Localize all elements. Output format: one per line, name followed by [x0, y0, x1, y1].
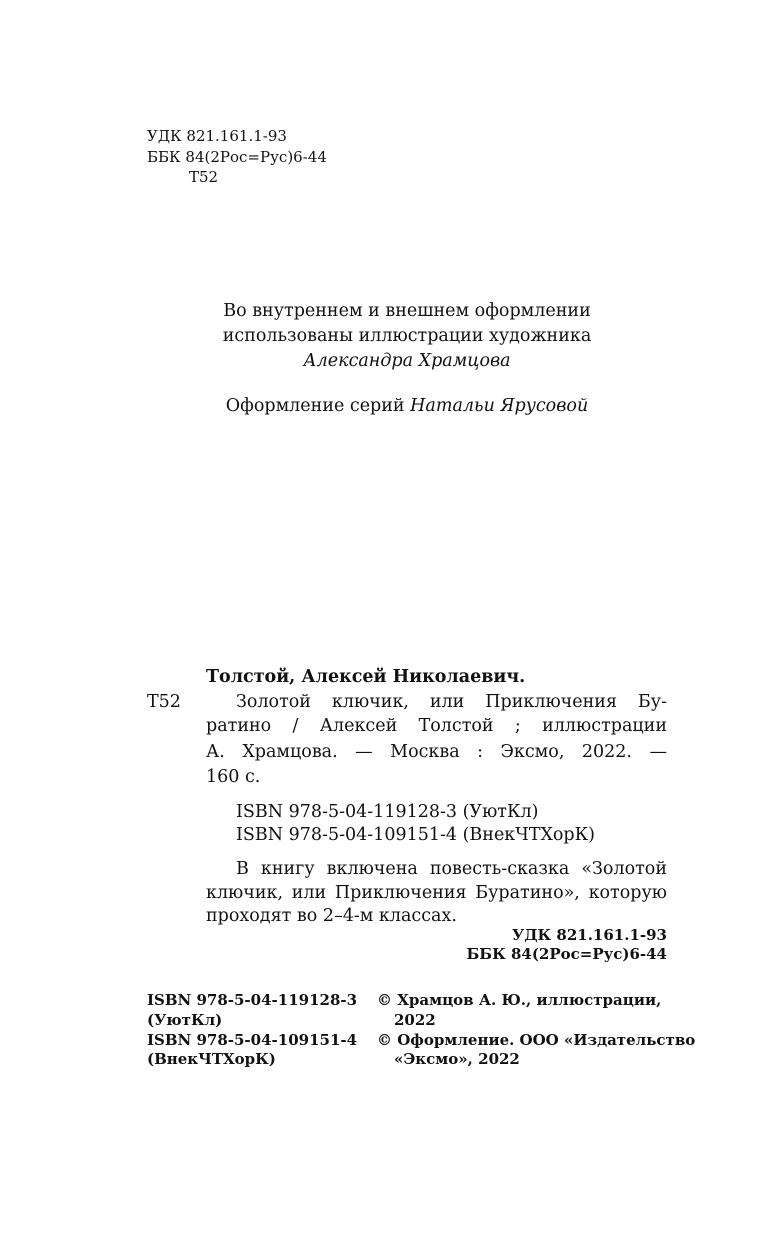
catalog-annotation-line2: ключик, или Приключения Буратино», которую — [206, 883, 667, 903]
catalog-desc-line1: Золотой ключик, или Приключения Бу- — [236, 692, 667, 712]
catalog-code: Т52 — [147, 692, 181, 712]
footer-isbn2-line1: ISBN 978-5-04-109151-4 — [147, 1031, 358, 1049]
footer-isbn1-line1: ISBN 978-5-04-119128-3 — [147, 991, 358, 1009]
header-bbk: ББК 84(2Рос=Рус)6-44 — [147, 148, 327, 166]
header-udk: УДК 821.161.1-93 — [147, 127, 287, 145]
credits-line2: использованы иллюстрации художника — [222, 326, 592, 346]
series-designer: Натальи Ярусовой — [410, 396, 589, 416]
catalog-author: Толстой, Алексей Николаевич. — [206, 667, 526, 687]
series-prefix: Оформление серий — [225, 396, 405, 416]
catalog-udk: УДК 821.161.1-93 — [512, 926, 667, 944]
header-code: Т52 — [189, 168, 219, 186]
catalog-annotation-line1: В книгу включена повесть-сказка «Золотой — [236, 859, 667, 879]
footer-copyright1-line2: 2022 — [394, 1011, 436, 1029]
footer-copyright1-line1: © Храмцов А. Ю., иллюстрации, — [377, 991, 662, 1009]
catalog-bbk: ББК 84(2Рос=Рус)6-44 — [466, 945, 667, 963]
credits-line1: Во внутреннем и внешнем оформлении — [223, 301, 591, 321]
footer-copyright2-line1: © Оформление. ООО «Издательство — [377, 1031, 696, 1049]
catalog-desc-line3: А. Храмцова. — Москва : Эксмо, 2022. — — [206, 742, 667, 762]
catalog-desc-line2: ратино / Алексей Толстой ; иллюстрации — [206, 716, 667, 736]
footer-isbn2-line2: (ВнекЧТХорК) — [147, 1050, 276, 1068]
footer-isbn1-line2: (УютКл) — [147, 1011, 223, 1029]
footer-copyright2-line2: «Эксмо», 2022 — [394, 1050, 520, 1068]
catalog-desc-line4: 160 с. — [206, 767, 261, 787]
catalog-annotation-line3: проходят во 2–4-м классах. — [206, 906, 457, 926]
credits-series — [147, 393, 667, 420]
catalog-isbn2: ISBN 978-5-04-109151-4 (ВнекЧТХорК) — [236, 825, 596, 845]
catalog-isbn1: ISBN 978-5-04-119128-3 (УютКл) — [236, 802, 539, 822]
credits-artist: Александра Храмцова — [303, 351, 511, 371]
